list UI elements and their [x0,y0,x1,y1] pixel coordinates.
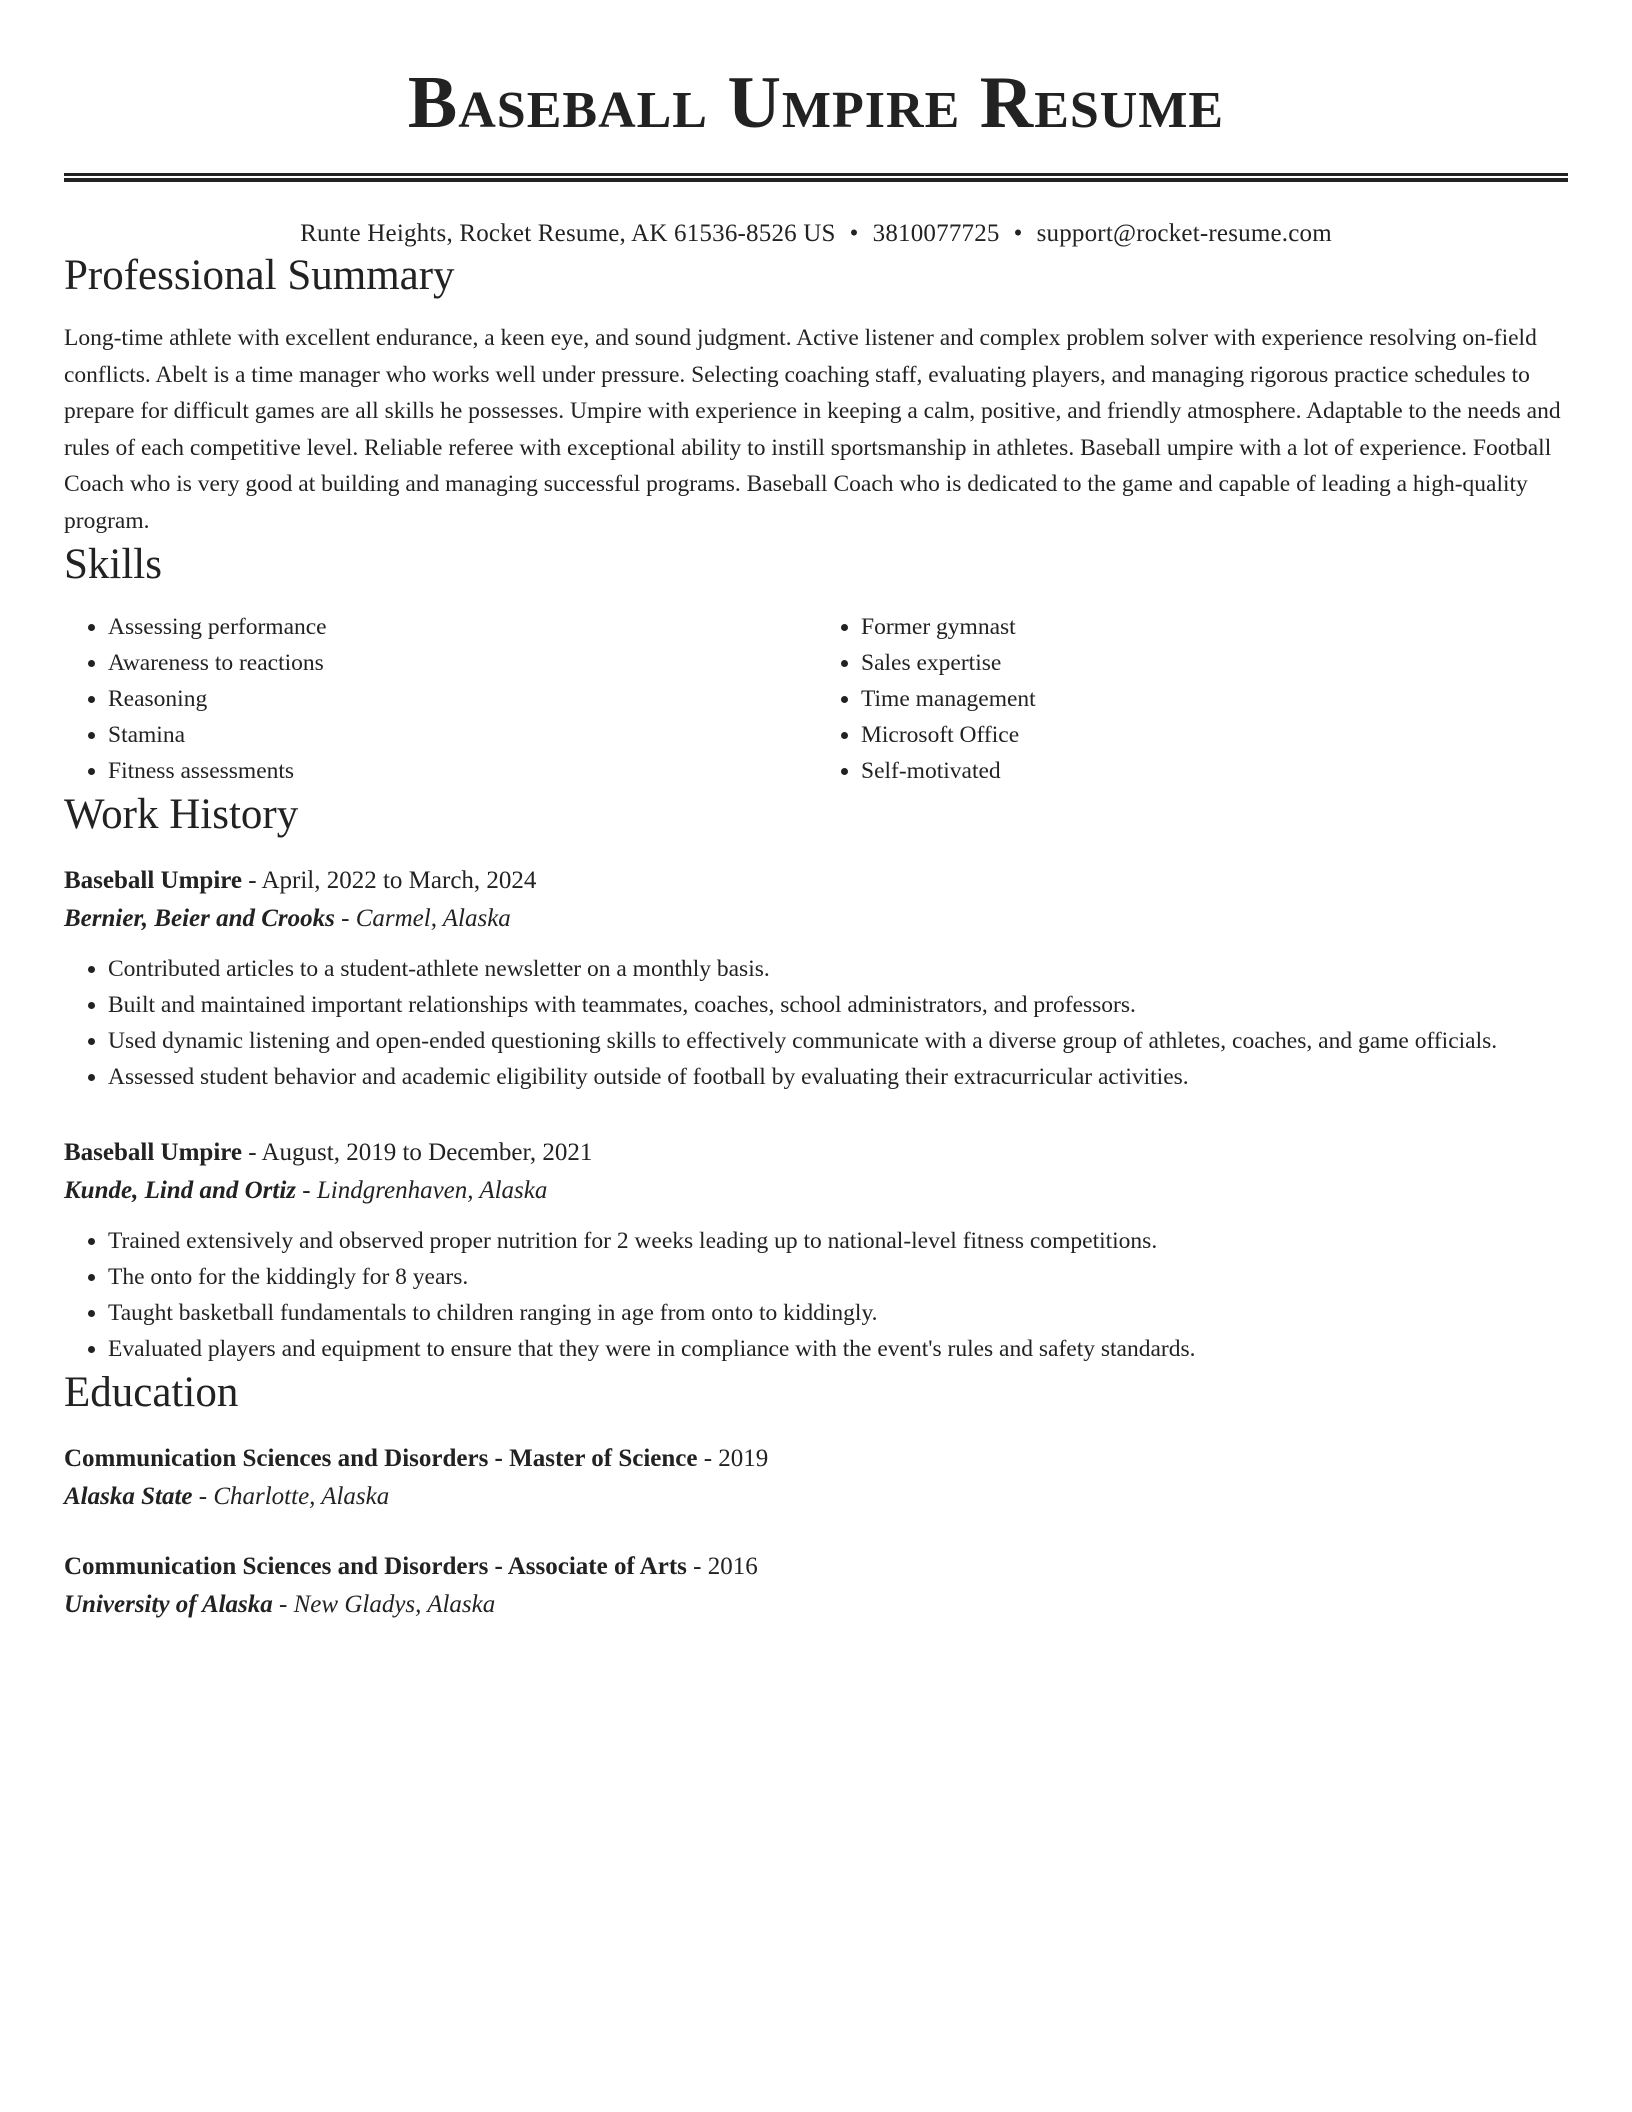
education-school: University of Alaska [64,1591,273,1618]
contact-separator: • [849,220,859,247]
education-degree-line [64,1549,1568,1585]
job-dates: - August, 2019 to December, 2021 [242,1139,593,1166]
education-degree: Communication Sciences and Disorders - Associate of Arts [64,1553,687,1580]
skill-item: • Awareness to reactions [108,645,815,681]
job-bullet: • Contributed articles to a student-athlete newsletter on a monthly basis. [108,951,1568,987]
job-company: Kunde, Lind and Ortiz [64,1177,297,1204]
skill-item: • Reasoning [108,681,815,717]
job-bullet: • Built and maintained important relationships with teammates, coaches, school administrators, and professors. [108,987,1568,1023]
skill-item: • Fitness assessments [108,753,815,789]
job-bullet: • Trained extensively and observed proper nutrition for 2 weeks leading up to national-level fitness competitions. [108,1223,1568,1259]
job-location: - Lindgrenhaven, Alaska [296,1177,548,1204]
education-location: - Charlotte, Alaska [192,1483,390,1510]
skills-heading: Skills [64,541,162,588]
contact-email: support@rocket-resume.com [1036,220,1332,247]
job-company: Bernier, Beier and Crooks [64,905,335,932]
job-bullet: • Taught basketball fundamentals to children ranging in age from onto to kiddingly. [108,1295,1568,1331]
skill-item: • Stamina [108,717,815,753]
education-location: - New Gladys, Alaska [272,1591,496,1618]
resume-title: Baseball Umpire Resume [407,62,1225,144]
job-title-line [64,1135,1568,1171]
skills-column-left [64,609,815,789]
job-location: - Carmel, Alaska [334,905,511,932]
education-entry [64,1441,1568,1517]
job-bullets [64,1223,1568,1367]
education-school-line [64,1585,1568,1625]
job-title-line [64,863,1568,899]
job-bullet: • Assessed student behavior and academic eligibility outside of football by evaluating their extracurricular activities. [108,1059,1568,1095]
contact-phone: 3810077725 [872,220,1000,247]
contact-separator: • [1013,220,1023,247]
education-heading: Education [64,1369,239,1416]
summary-heading: Professional Summary [64,252,455,299]
job-bullet: • The onto for the kiddingly for 8 years. [108,1259,1568,1295]
education-year: - 2019 [697,1445,769,1472]
contact-address: Runte Heights, Rocket Resume, AK 61536-8526 US [300,220,836,247]
job-bullet: • Evaluated players and equipment to ensure that they were in compliance with the event's rules and safety standards. [108,1331,1568,1367]
skill-item: • Time management [861,681,1568,717]
skill-item: • Microsoft Office [861,717,1568,753]
job-dates: - April, 2022 to March, 2024 [242,867,537,894]
work-history-heading: Work History [64,791,299,838]
skill-item: • Self-motivated [861,753,1568,789]
job-company-line [64,899,1568,939]
education-degree: Communication Sciences and Disorders - Master of Science [64,1445,698,1472]
job-bullets [64,951,1568,1095]
education-entry [64,1549,1568,1625]
job-entry [64,1135,1568,1367]
skill-item: • Former gymnast [861,609,1568,645]
job-company-line [64,1171,1568,1211]
skill-item: • Sales expertise [861,645,1568,681]
job-title: Baseball Umpire [64,867,243,894]
education-school-line [64,1477,1568,1517]
contact-line [64,218,1568,250]
title-divider [64,173,1568,182]
education-year: - 2016 [686,1553,758,1580]
education-school: Alaska State [64,1483,193,1510]
skill-item: • Assessing performance [108,609,815,645]
job-title: Baseball Umpire [64,1139,243,1166]
job-bullet: • Used dynamic listening and open-ended questioning skills to effectively communicate with a diverse group of athletes, coaches, and game officials. [108,1023,1568,1059]
job-entry [64,863,1568,1095]
skills-column-right [815,609,1568,789]
summary-text: Long-time athlete with excellent endurance, a keen eye, and sound judgment. Active listener and complex problem solver with experience resolving on-field conflicts. Abelt is a time manager who works well under pressure. Selecting coaching staff, evaluating players, and managing rigorous practice schedules to prepare for difficult games are all skills he possesses. Umpire with experience in keeping a calm, positive, and friendly atmosphere. Adaptable to the needs and rules of each competitive level. Reliable referee with exceptional ability to instill sportsmanship in athletes. Baseball umpire with a lot of experience. Football Coach who is very good at building and managing successful programs. Baseball Coach who is dedicated to the game and capable of leading a high-quality program. [64,325,1561,534]
education-degree-line [64,1441,1568,1477]
skills-list [64,609,1568,789]
